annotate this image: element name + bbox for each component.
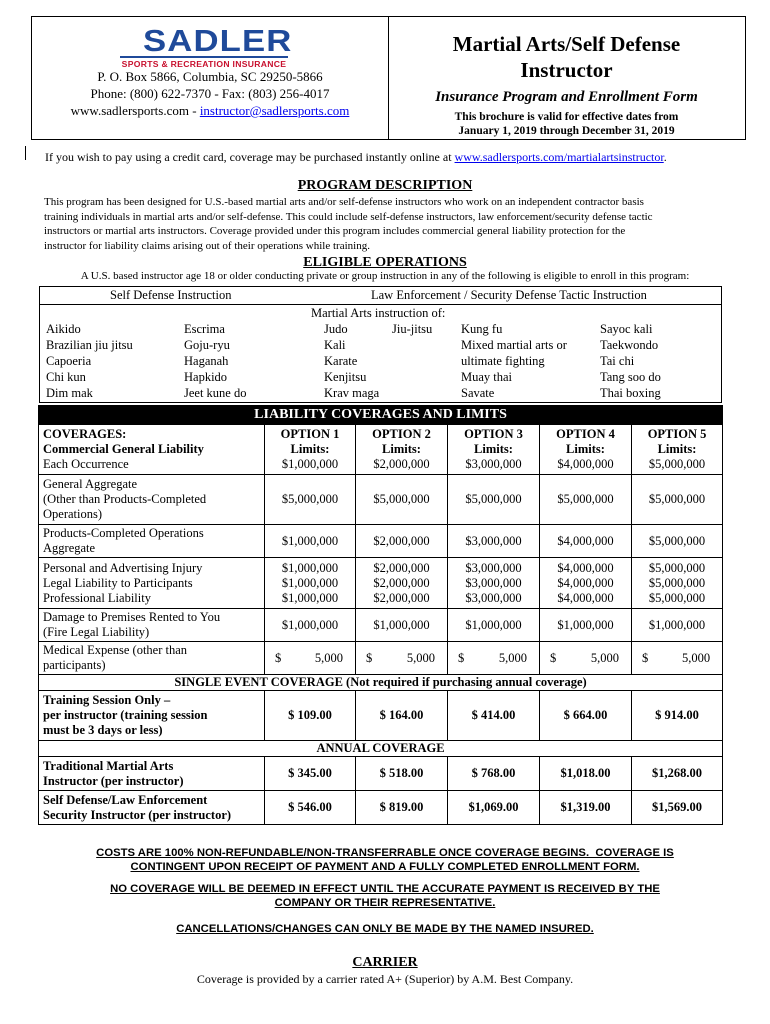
row-label: Traditional Martial Arts <box>43 758 174 773</box>
money-cell <box>265 642 356 675</box>
money-cell <box>448 642 540 675</box>
currency: $ <box>366 650 373 665</box>
value: $2,000,000 <box>373 575 430 590</box>
value: 5,000 <box>681 650 711 665</box>
martial-arts-col-3b <box>392 321 432 337</box>
money-cell <box>632 642 723 675</box>
row-label: Professional Liability <box>43 590 151 605</box>
header-box <box>31 16 746 140</box>
value: 5,000 <box>590 650 619 665</box>
value-stack <box>265 558 356 609</box>
money-cell <box>540 642 632 675</box>
option-label: OPTION 3 <box>464 427 523 441</box>
row-label-cell <box>39 642 265 675</box>
option-cell <box>448 425 540 475</box>
limits-label: Limits: <box>382 442 421 456</box>
web-separator: - <box>188 103 200 118</box>
list-item: Karate <box>324 354 358 368</box>
notice-line: COMPANY OR THEIR REPRESENTATIVE. <box>274 897 496 909</box>
martial-arts-col-2 <box>184 321 246 401</box>
list-item: Jiu-jitsu <box>392 322 433 336</box>
single-event-heading: SINGLE EVENT COVERAGE (Not required if purchasing annual coverage) <box>39 675 723 691</box>
list-item: Jeet kune do <box>184 386 247 400</box>
annual-heading: ANNUAL COVERAGE <box>39 741 723 757</box>
cancellation-notice: CANCELLATIONS/CHANGES CAN ONLY BE MADE BY THE NAMED INSURED. <box>176 923 594 935</box>
list-item: Kenjitsu <box>324 370 367 384</box>
value: $5,000,000 <box>356 475 448 525</box>
value: $2,000,000 <box>373 590 430 605</box>
self-defense-category: Self Defense Instruction <box>110 288 232 302</box>
martial-arts-col-1 <box>46 321 133 401</box>
list-item: Sayoc kali <box>600 322 653 336</box>
price: $1,069.00 <box>448 791 540 825</box>
value: $5,000,000 <box>540 475 632 525</box>
row-label-cell <box>39 558 265 609</box>
price: $ 518.00 <box>356 757 448 791</box>
value: $2,000,000 <box>373 560 430 575</box>
table-row <box>39 558 723 609</box>
law-enforcement-category: Law Enforcement / Security Defense Tactic Instruction <box>371 288 647 302</box>
table-row <box>39 791 723 825</box>
row-label: General Aggregate <box>43 477 138 491</box>
liability-heading: LIABILITY COVERAGES AND LIMITS <box>39 406 723 425</box>
notice-line: COSTS ARE 100% NON-REFUNDABLE/NON-TRANSFERRABLE ONCE COVERAGE BEGINS. COVERAGE IS <box>96 847 674 859</box>
liability-table <box>38 405 723 825</box>
list-item: Tai chi <box>600 354 635 368</box>
table-row <box>39 475 723 525</box>
company-address: P. O. Box 5866, Columbia, SC 29250-5866 <box>97 69 323 84</box>
program-line: instructor for liability claims arising out of their operations while training. <box>44 239 370 252</box>
value: $1,000,000 <box>632 609 723 642</box>
price: $ 664.00 <box>540 691 632 741</box>
value: 5,000 <box>314 650 343 665</box>
row-label: Products-Completed Operations <box>43 526 204 540</box>
price: $1,569.00 <box>632 791 723 825</box>
row-label-cell <box>39 691 265 741</box>
row-label-cell <box>39 757 265 791</box>
row-label: participants) <box>43 658 106 672</box>
list-item: Kung fu <box>461 322 503 336</box>
price: $1,018.00 <box>540 757 632 791</box>
value: $4,000,000 <box>557 575 614 590</box>
value-stack <box>632 558 723 609</box>
margin-bar <box>25 146 26 160</box>
list-item: Haganah <box>184 354 229 368</box>
form-subtitle: Insurance Program and Enrollment Form <box>435 89 698 105</box>
title-line-2: Instructor <box>520 58 613 82</box>
program-description <box>44 195 724 253</box>
list-item: Taekwondo <box>600 338 659 352</box>
value-stack <box>356 558 448 609</box>
list-item: Dim mak <box>46 386 93 400</box>
program-line: training individuals in martial arts and/or self-defense. This could include self-defense instructors, law enforcement/security defense tactic <box>44 210 653 223</box>
option-label: OPTION 5 <box>647 427 707 441</box>
email-link[interactable]: instructor@sadlersports.com <box>199 103 350 118</box>
value: $3,000,000 <box>465 590 522 605</box>
row-label: Medical Expense (other than <box>43 643 188 657</box>
logo-sub-text: SPORTS & RECREATION INSURANCE <box>120 56 288 69</box>
value: $4,000,000 <box>557 457 614 471</box>
option-label: OPTION 4 <box>556 427 615 441</box>
limits-label: Limits: <box>474 442 513 456</box>
costs-notice <box>0 846 770 874</box>
value: $1,000,000 <box>281 575 339 590</box>
limits-label: Limits: <box>657 442 697 456</box>
price: $ 414.00 <box>448 691 540 741</box>
company-phone: Phone: (800) 622-7370 - Fax: (803) 256-4017 <box>90 86 330 101</box>
notice-line: CONTINGENT UPON RECEIPT OF PAYMENT AND A FULLY COMPLETED ENROLLMENT FORM. <box>130 861 640 873</box>
value: $3,000,000 <box>465 457 522 471</box>
price: $ 819.00 <box>356 791 448 825</box>
table-row <box>39 757 723 791</box>
value: $3,000,000 <box>448 525 540 558</box>
company-info <box>32 17 389 139</box>
option-label: OPTION 2 <box>372 427 431 441</box>
list-item: Mixed martial arts or <box>461 338 567 352</box>
table-row <box>39 741 723 757</box>
list-item: Capoeria <box>46 354 92 368</box>
row-label: Personal and Advertising Injury <box>43 560 203 575</box>
table-header-bar <box>39 406 723 425</box>
value: $5,000,000 <box>632 525 723 558</box>
table-row <box>39 609 723 642</box>
row-label-cell <box>39 475 265 525</box>
list-item: Muay thai <box>461 370 513 384</box>
value: $1,000,000 <box>448 609 540 642</box>
eligible-heading: ELIGIBLE OPERATIONS <box>303 255 467 270</box>
list-item: Aikido <box>46 322 81 336</box>
row-label: Instructor (per instructor) <box>43 773 184 788</box>
row-label: Legal Liability to Participants <box>43 575 193 590</box>
website-text: www.sadlersports.com <box>70 103 189 118</box>
value: $4,000,000 <box>540 525 632 558</box>
list-item: Brazilian jiu jitsu <box>46 338 133 352</box>
option-cell <box>265 425 356 475</box>
value: $1,000,000 <box>265 525 356 558</box>
eligible-operations-box <box>39 286 722 403</box>
table-row <box>39 425 723 475</box>
price: $ 345.00 <box>265 757 356 791</box>
price: $ 164.00 <box>356 691 448 741</box>
list-item: Kali <box>324 338 346 352</box>
price: $1,268.00 <box>632 757 723 791</box>
value: $5,000,000 <box>648 575 706 590</box>
martial-arts-col-3 <box>324 321 379 401</box>
list-item: Thai boxing <box>600 386 661 400</box>
row-label: Operations) <box>43 507 103 521</box>
currency: $ <box>275 650 282 665</box>
list-item: Goju-ryu <box>184 338 230 352</box>
value: $5,000,000 <box>265 475 356 525</box>
list-item: Hapkido <box>184 370 228 384</box>
price: $1,319.00 <box>540 791 632 825</box>
currency: $ <box>642 650 649 665</box>
validity-note <box>388 110 745 138</box>
value: $3,000,000 <box>465 560 522 575</box>
validity-line-1: This brochure is valid for effective dates from <box>454 111 679 123</box>
table-row <box>39 691 723 741</box>
value: $2,000,000 <box>373 457 430 471</box>
option-cell <box>540 425 632 475</box>
online-purchase-link[interactable]: www.sadlersports.com/martialartsinstructor <box>454 150 664 164</box>
program-line: This program has been designed for U.S.-based martial arts and/or self-defense instructors who work on an independent contractor basis <box>44 196 644 208</box>
value: $1,000,000 <box>281 457 339 471</box>
option-label: OPTION 1 <box>280 427 340 441</box>
value: $5,000,000 <box>648 590 706 605</box>
price: $ 768.00 <box>448 757 540 791</box>
sadler-logo <box>120 23 300 69</box>
logo-main-text: SADLER <box>143 23 293 58</box>
row-label: Each Occurrence <box>43 457 129 471</box>
coverages-label: COVERAGES: <box>43 427 127 441</box>
value: $1,000,000 <box>540 609 632 642</box>
carrier-heading: CARRIER <box>352 955 418 970</box>
row-label: Aggregate <box>43 541 96 555</box>
value-stack <box>540 558 632 609</box>
row-label: Training Session Only – <box>43 693 171 707</box>
price: $ 109.00 <box>265 691 356 741</box>
price: $ 914.00 <box>632 691 723 741</box>
form-title-block <box>388 17 745 139</box>
value: 5,000 <box>406 650 435 665</box>
coverages-label-cell <box>39 425 265 475</box>
list-item: Escrima <box>184 322 225 336</box>
value: $5,000,000 <box>648 457 706 471</box>
martial-arts-heading: Martial Arts instruction of: <box>311 306 446 320</box>
program-line: instructors or martial arts instructors. Coverage provided under this program includes commercial general liability protection for the <box>44 225 626 237</box>
value: $4,000,000 <box>557 560 614 575</box>
value: 5,000 <box>498 650 527 665</box>
price: $ 546.00 <box>265 791 356 825</box>
row-label: Damage to Premises Rented to You <box>43 610 221 624</box>
page-title <box>388 31 745 83</box>
list-item: Chi kun <box>46 370 86 384</box>
title-line-1: Martial Arts/Self Defense <box>452 32 681 56</box>
value: $1,000,000 <box>281 560 339 575</box>
row-label: Self Defense/Law Enforcement <box>43 792 208 807</box>
list-item: ultimate fighting <box>461 354 545 368</box>
validity-line-2: January 1, 2019 through December 31, 2019 <box>458 125 675 137</box>
program-heading: PROGRAM DESCRIPTION <box>297 178 473 193</box>
currency: $ <box>458 650 465 665</box>
list-item: Savate <box>461 386 495 400</box>
table-row <box>39 675 723 691</box>
currency: $ <box>550 650 557 665</box>
row-label: must be 3 days or less) <box>43 723 163 737</box>
table-row <box>39 642 723 675</box>
limits-label: Limits: <box>566 442 605 456</box>
option-cell <box>632 425 723 475</box>
list-item: Tang soo do <box>600 370 661 384</box>
company-web <box>32 103 388 119</box>
row-label: Security Instructor (per instructor) <box>43 807 232 822</box>
value: $1,000,000 <box>356 609 448 642</box>
value: $5,000,000 <box>648 560 706 575</box>
eligible-categories <box>40 287 721 305</box>
value: $1,000,000 <box>281 590 339 605</box>
martial-arts-col-5 <box>600 321 661 401</box>
money-cell <box>356 642 448 675</box>
eligible-intro: A U.S. based instructor age 18 or older conducting private or group instruction in any of the following is eligible to enroll in this program: <box>80 270 690 282</box>
list-item: Judo <box>324 322 348 336</box>
value: $1,000,000 <box>265 609 356 642</box>
value: $5,000,000 <box>632 475 723 525</box>
row-label: (Other than Products-Completed <box>43 492 207 506</box>
row-label-cell <box>39 791 265 825</box>
no-coverage-notice <box>0 882 770 910</box>
row-label: per instructor (training session <box>43 708 208 722</box>
row-label: (Fire Legal Liability) <box>43 625 150 639</box>
martial-arts-col-4 <box>461 321 567 401</box>
list-item: Krav maga <box>324 386 380 400</box>
value-stack <box>448 558 540 609</box>
value: $2,000,000 <box>356 525 448 558</box>
option-cell <box>356 425 448 475</box>
value: $3,000,000 <box>465 575 522 590</box>
table-row <box>39 525 723 558</box>
carrier-text: Coverage is provided by a carrier rated A+ (Superior) by A.M. Best Company. <box>196 972 574 986</box>
credit-text: If you wish to pay using a credit card, coverage may be purchased instantly online at <box>45 150 455 164</box>
value: $4,000,000 <box>557 590 614 605</box>
row-label-cell <box>39 609 265 642</box>
credit-card-note <box>45 150 667 165</box>
value: $5,000,000 <box>448 475 540 525</box>
credit-end: . <box>663 150 667 164</box>
limits-label: Limits: <box>290 442 330 456</box>
cgl-label: Commercial General Liability <box>43 442 204 456</box>
row-label-cell <box>39 525 265 558</box>
notice-line: NO COVERAGE WILL BE DEEMED IN EFFECT UNTIL THE ACCURATE PAYMENT IS RECEIVED BY THE <box>110 883 660 895</box>
